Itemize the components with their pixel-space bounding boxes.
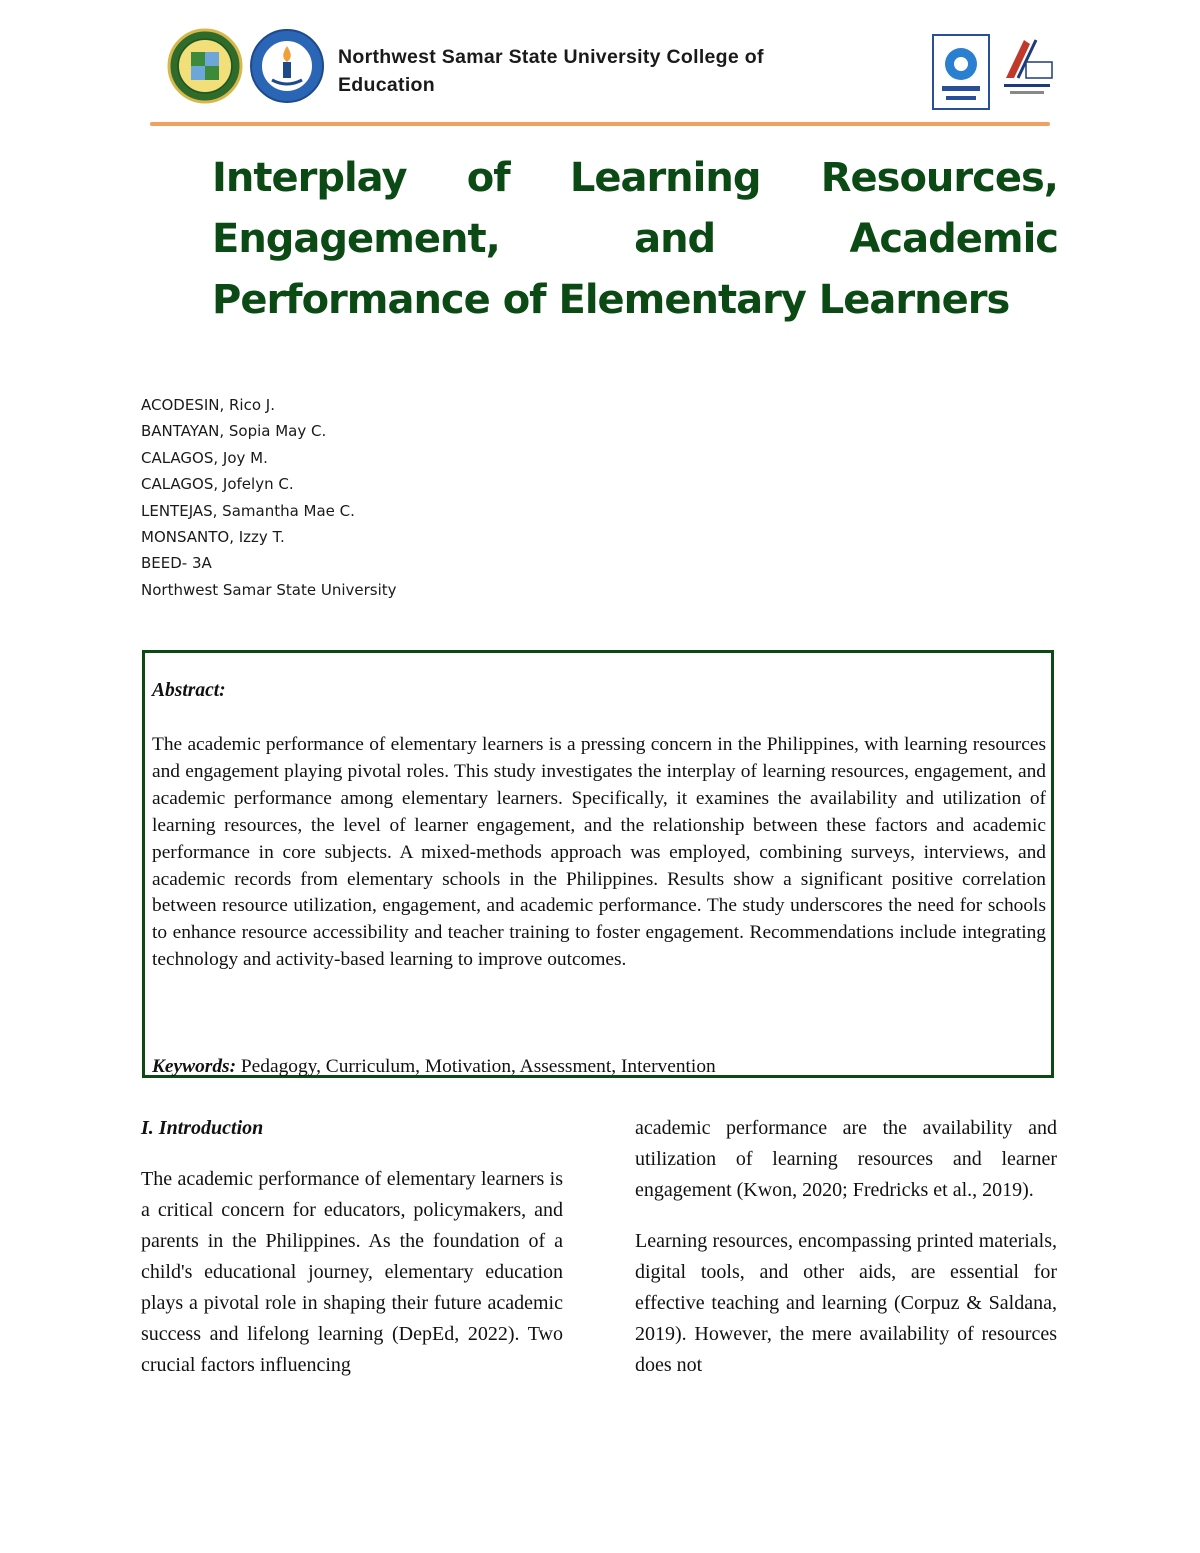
title-line-2: [212, 209, 1058, 270]
keywords-label: Keywords:: [152, 1056, 237, 1077]
author-list: [141, 392, 397, 603]
college-of-education-seal-icon: [246, 28, 328, 104]
author-name: CALAGOS, Joy M.: [141, 448, 268, 467]
abstract-heading: Abstract:: [152, 680, 226, 701]
title-word: Engagement,: [212, 216, 500, 262]
intro-paragraph-1-continued: academic performance are the availability and utilization of learning resources and learner engagement (Kwon, 2020; Fredricks et al., 2019).: [635, 1117, 1057, 1201]
author-name: BANTAYAN, Sopia May C.: [141, 422, 327, 441]
author-affiliation: Northwest Samar State University: [141, 580, 397, 599]
author-name: LENTEJAS, Samantha Mae C.: [141, 501, 355, 520]
right-column: [635, 1113, 1057, 1381]
institution-name: Northwest Samar State University College of Education: [338, 46, 764, 96]
keywords-list: Pedagogy, Curriculum, Motivation, Assessment, Intervention: [236, 1056, 716, 1077]
title-word: Learning: [569, 155, 761, 201]
header-divider: [150, 122, 1050, 126]
abstract-text: The academic performance of elementary learners is a pressing concern in the Philippines, with learning resources and engagement playing pivotal roles. This study investigates the interplay of learning resources, engagement, and academic performance among elementary learners. Specifically, it examines the availability and utilization of learning resources, the level of learner engagement, and the relationship between these factors and academic performance in core subjects. A mixed-methods approach was employed, combining surveys, interviews, and academic records from elementary schools in the Philippines. Results show a significant positive correlation between resource utilization, engagement, and academic performance. The study underscores the need for schools to enhance resource accessibility and teacher training to foster engagement. Recommendations include integrating technology and activity-based learning to improve outcomes.: [152, 734, 1046, 971]
title-word: and: [634, 216, 716, 262]
iso-certification-badge-icon: [932, 34, 990, 110]
author-name: MONSANTO, Izzy T.: [141, 528, 285, 547]
title-word: Interplay: [212, 155, 407, 201]
paper-title: [212, 148, 1058, 331]
title-word: of: [466, 155, 510, 201]
pab-accreditation-logo-icon: [996, 34, 1058, 102]
keywords: [152, 1053, 1046, 1080]
title-line-3: Performance of Elementary Learners: [212, 277, 1010, 323]
title-line-1: [212, 148, 1058, 209]
author-name: ACODESIN, Rico J.: [141, 396, 275, 414]
title-word: Academic: [849, 216, 1058, 262]
intro-paragraph-2: Learning resources, encompassing printed materials, digital tools, and other aids, are essential for effective teaching and learning (Corpuz & Saldana, 2019). However, the mere availability of resources does not: [635, 1230, 1057, 1376]
intro-paragraph-1: The academic performance of elementary learners is a critical concern for educators, policymakers, and parents in the Philippines. As the foundation of a child's educational journey, elementary education plays a pivotal role in shaping their future academic success and lifelong learning (DepEd, 2022). Two crucial factors influencing: [141, 1168, 563, 1376]
section-heading: I. Introduction: [141, 1117, 264, 1139]
nwssu-seal-icon: [164, 28, 246, 104]
author-section: BEED- 3A: [141, 554, 212, 573]
title-word: Resources,: [820, 155, 1058, 201]
author-name: CALAGOS, Jofelyn C.: [141, 475, 294, 494]
